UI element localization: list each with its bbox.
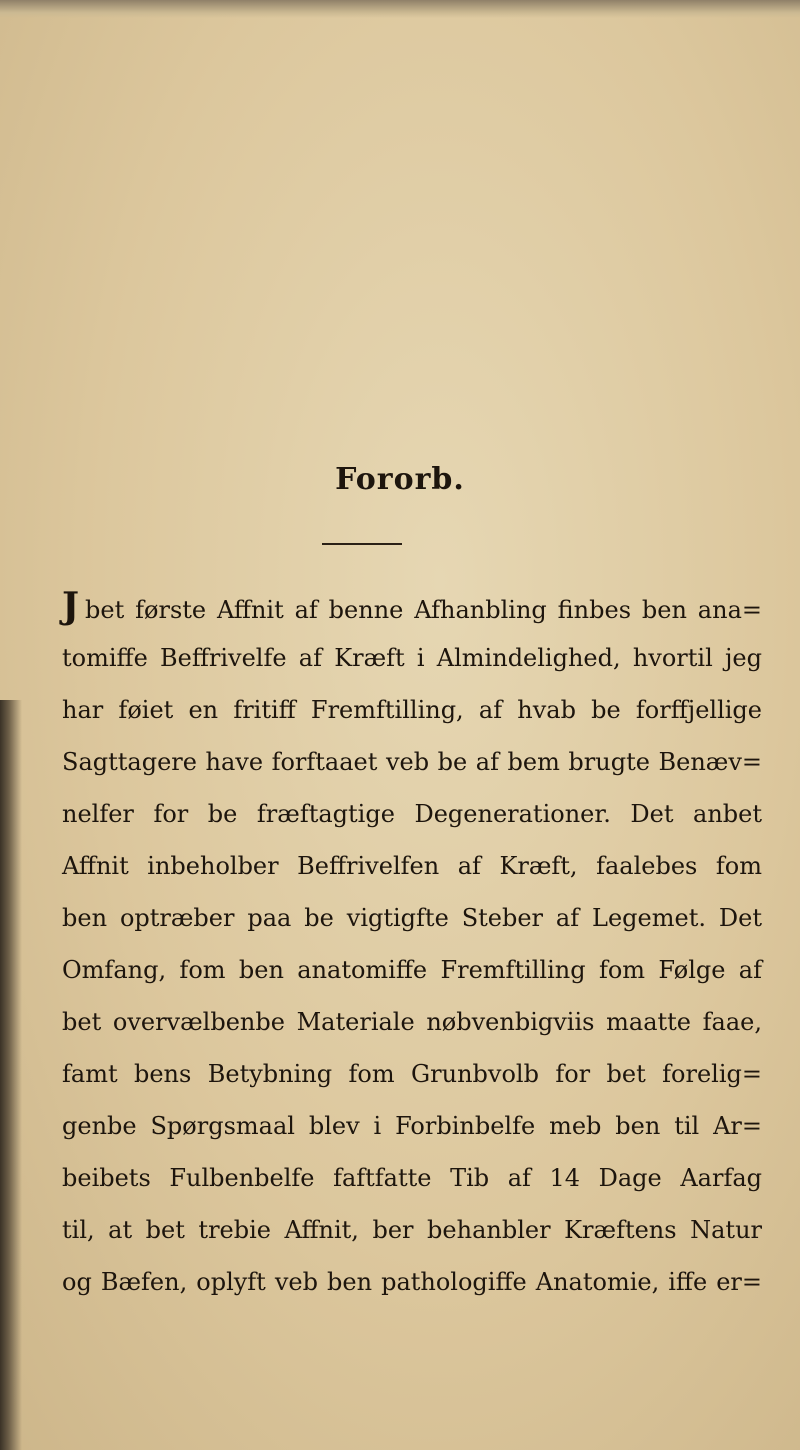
text-line-13: til, at bet trebie Affnit, ber behanbler Kræftens Natur — [62, 1216, 762, 1244]
text-line-4: Sagttagere have forftaaet veb be af bem brugte Benæv= — [62, 748, 762, 776]
text-line-6: Affnit inbeholber Beffrivelfen af Kræft, faalebes fom — [62, 852, 762, 880]
text-line-10: famt bens Betybning fom Grunbvolb for bet forelig= — [62, 1060, 762, 1088]
page-top-edge — [0, 0, 800, 18]
preface-text — [62, 580, 762, 1308]
text-line-14: og Bæfen, oplyft veb ben pathologiffe Anatomie, iffe er= — [62, 1268, 762, 1296]
title-rule — [322, 543, 402, 545]
text-line-12: beibets Fulbenbelfe faftfatte Tib af 14 Dage Aarfag — [62, 1164, 762, 1192]
text-line-1: Jbet første Affnit af benne Afhanbling finbes ben ana= — [62, 585, 762, 627]
text-line-2: tomiffe Beffrivelfe af Kræft i Almindelighed, hvortil jeg — [62, 644, 762, 672]
text-line-3: har føiet en fritiff Fremftilling, af hvab be forffjellige — [62, 696, 762, 724]
text-line-9: bet overvælbenbe Materiale nøbvenbigviis maatte faae, — [62, 1008, 762, 1036]
drop-cap: J — [62, 585, 80, 627]
text-line-5: nelfer for be fræftagtige Degenerationer. Det anbet — [62, 800, 762, 828]
text-line-8: Omfang, fom ben anatomiffe Fremftilling fom Følge af — [62, 956, 762, 984]
text-line-7: ben optræber paa be vigtigfte Steber af Legemet. Det — [62, 904, 762, 932]
binding-shadow — [0, 700, 22, 1450]
page-title: Fororb. — [335, 462, 465, 497]
text-line-11: genbe Spørgsmaal blev i Forbinbelfe meb ben til Ar= — [62, 1112, 762, 1140]
